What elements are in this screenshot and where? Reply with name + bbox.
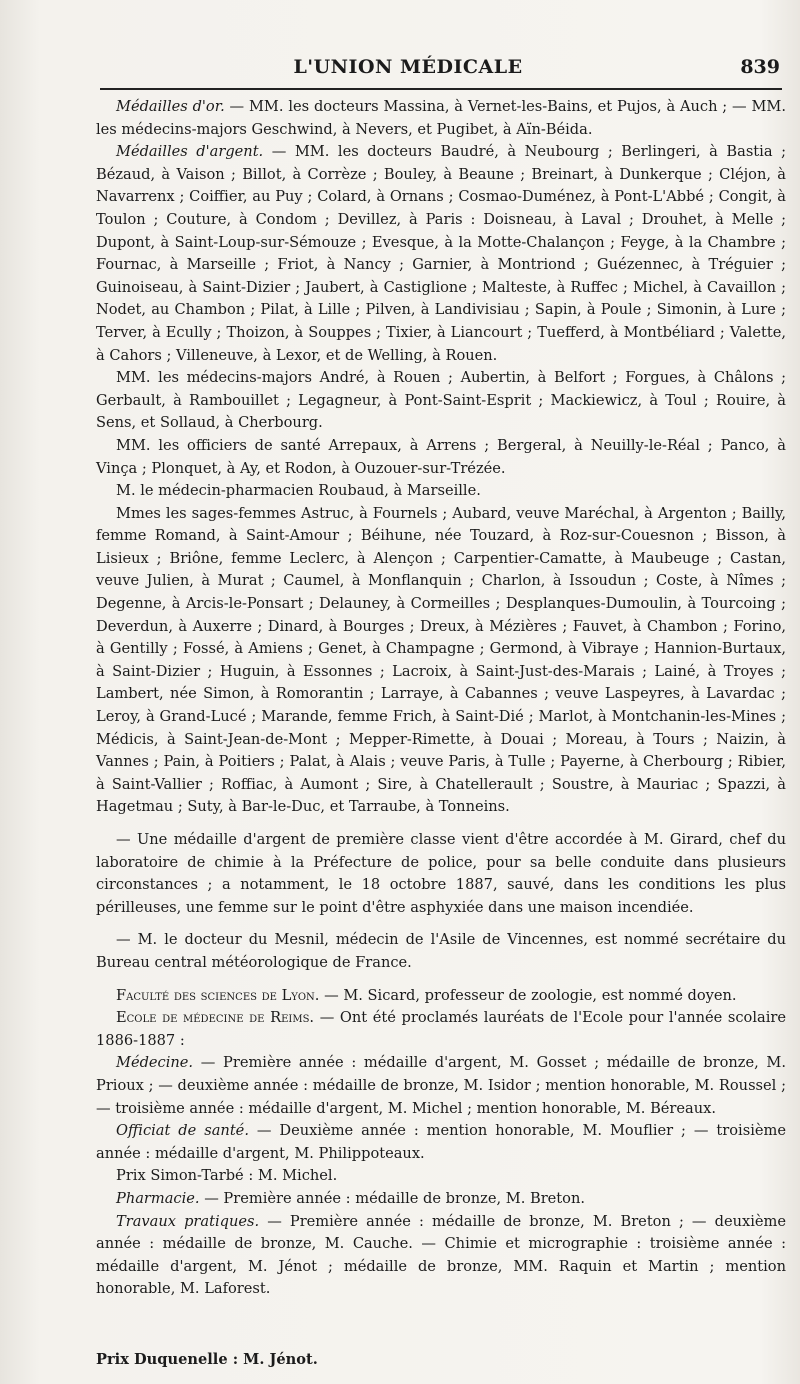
- paragraph-text: — MM. les docteurs Baudré, à Neubourg ; Berlingeri, à Bastia ; Bézaud, à Vaison ; Billot, à Corrèze ; Bouley, à Beaune ; Breinart, à Dunkerque ; Cléjon, à Navarrenx ; Coiffier, au Puy ; Colard, à Ornans ; Cosmao-Duménez, à Pont-L'Abbé ; Congit, à Toulon ; Couture, à Condom ; Devillez, à Paris : Doisneau, à Laval ; Drouhet, à Melle ; Dupont, à Saint-Loup-sur-Sémouze ; Evesque, à la Motte-Chalançon ; Feyge, à la Chambre ; Fournac, à Marseille ; Friot, à Nancy ; Garnier, à Montriond ; Guézennec, à Tréguier ; Guinoiseau, à Saint-Dizier ; Jaubert, à Castiglione ; Malteste, à Ruffec ; Michel, à Cavaillon ; Nodet, au Chambon ; Pilat, à Lille ; Pilven, à Landivisiau ; Sapin, à Poule ; Simonin, à Lure ; Terver, à Ecully ; Thoizon, à Souppes ; Tixier, à Liancourt ; Tuefferd, à Montbéliard ; Valette, à Cahors ; Villeneuve, à Lexor, et de Welling, à Rouen.: [96, 143, 786, 364]
- paragraph: [96, 367, 786, 435]
- paragraph-text: — MM. les docteurs Massina, à Vernet-les-Bains, et Pujos, à Auch ; — MM. les médecins-majors Geschwind, à Nevers, et Pugibet, à Aïn-Béida.: [96, 98, 786, 138]
- paragraph: [96, 1007, 786, 1052]
- paragraph: [96, 1052, 786, 1120]
- paragraph: [96, 480, 786, 503]
- last-line: Prix Duquenelle : M. Jénot.: [96, 1351, 318, 1368]
- paragraph: [96, 1120, 786, 1165]
- paragraph-text: — M. Sicard, professeur de zoologie, est nommé doyen.: [319, 986, 737, 1004]
- bleed-through-text: [0, 330, 90, 1130]
- paragraph: [96, 929, 786, 974]
- paragraph: [96, 435, 786, 480]
- paragraph-text: Prix Simon-Tarbé : M. Michel.: [116, 1167, 338, 1185]
- paragraph-text: — Première année : médaille de bronze, M. Breton ; — deuxième année : médaille de bronze, M. Cauche. — Chimie et micrographie : troisième année : médaille d'argent, M. Jénot ; médaille de bronze, MM. Raquin et Martin ; mention honorable, M. Laforest.: [96, 1212, 786, 1298]
- paragraph: [96, 96, 786, 141]
- paragraph-text: M. le médecin-pharmacien Roubaud, à Marseille.: [116, 482, 481, 500]
- running-header: [104, 46, 782, 82]
- paragraph-text: — Première année : médaille d'argent, M. Gosset ; médaille de bronze, M. Prioux ; — deuxième année : médaille de bronze, M. Isidor ; mention honorable, M. Roussel ; — troisième année : médaille d'argent, M. Michel ; mention honorable, M. Béreaux.: [96, 1054, 786, 1117]
- paragraph-text: — Deuxième année : mention honorable, M. Mouflier ; — troisième année : médaille d'argent, M. Philippoteaux.: [96, 1122, 786, 1162]
- paragraph-lead: Officiat de santé.: [116, 1122, 249, 1140]
- paragraph-text: MM. les officiers de santé Arrepaux, à Arrens ; Bergeral, à Neuilly-le-Réal ; Panco, à Vinça ; Plonquet, à Ay, et Rodon, à Ouzouer-sur-Trézée.: [96, 436, 786, 477]
- paragraph-text: Mmes les sages-femmes Astruc, à Fournels ; Aubard, veuve Maréchal, à Argenton ; Bailly, femme Romand, à Saint-Amour ; Béihune, née Touzard, à Roz-sur-Couesnon ; Bisson, à Lisieux ; Briône, femme Leclerc, à Alençon ; Carpentier-Camatte, à Maubeuge ; Castan, veuve Julien, à Murat ; Caumel, à Monflanquin ; Charlon, à Issoudun ; Coste, à Nîmes ; Degenne, à Arcis-le-Ponsart ; Delauney, à Cormeilles ; Desplanques-Dumoulin, à Tourcoing ; Deverdun, à Auxerre ; Dinard, à Bourges ; Dreux, à Mézières ; Fauvet, à Chambon ; Forino, à Gentilly ; Fossé, à Amiens ; Genet, à Champagne ; Germond, à Vibraye ; Hannion-Burtaux, à Saint-Dizier ; Huguin, à Essonnes ; Lacroix, à Saint-Just-des-Marais ; Lainé, à Troyes ; Lambert, née Simon, à Romorantin ; Larraye, à Cabannes ; veuve Laspeyres, à Lavardac ; Leroy, à Grand-Lucé ; Marande, femme Frich, à Saint-Dié ; Marlot, à Montchanin-les-Mines ; Médicis, à Saint-Jean-de-Mont ; Mepper-Rimette, à Douai ; Moreau, à Tours ; Naizin, à Vannes ; Pain, à Poitiers ; Palat, à Alais ; veuve Paris, à Tulle ; Payerne, à Cherbourg ; Ribier, à Saint-Vallier ; Roffiac, à Aumont ; Sire, à Chatellerault ; Soustre, à Mauriac ; Spazzi, à Hagetmau ; Suty, à Bar-le-Duc, et Tarraube, à Tonneins.: [96, 504, 786, 816]
- page-number: 839: [740, 56, 780, 78]
- journal-title: L'UNION MÉDICALE: [293, 56, 523, 78]
- paragraph-text: — M. le docteur du Mesnil, médecin de l'Asile de Vincennes, est nommé secrétaire du Bureau central météorologique de France.: [96, 931, 786, 971]
- paragraph-lead: Médecine.: [116, 1054, 194, 1072]
- paragraph-lead: Médailles d'or.: [116, 98, 225, 115]
- article-body: [96, 96, 786, 1301]
- paragraph: [96, 503, 786, 819]
- paragraph-text: MM. les médecins-majors André, à Rouen ; Aubertin, à Belfort ; Forgues, à Châlons ; Gerbault, à Rambouillet ; Legagneur, à Pont-Saint-Esprit ; Mackiewicz, à Toul ; Rouire, à Sens, et Sollaud, à Cherbourg.: [96, 369, 786, 432]
- paragraph: [96, 1211, 786, 1301]
- header-rule: [100, 88, 782, 90]
- paragraph: [96, 985, 786, 1008]
- paragraph-lead: Pharmacie.: [116, 1189, 200, 1207]
- paragraph: [96, 1188, 786, 1211]
- paragraph-lead: Travaux pratiques.: [116, 1212, 260, 1230]
- paragraph-lead: Médailles d'argent.: [116, 143, 264, 161]
- paragraph-text: — Une médaille d'argent de première classe vient d'être accordée à M. Girard, chef du laboratoire de chimie à la Préfecture de police, pour sa belle conduite dans plusieurs circonstances ; a notamment, le 18 octobre 1887, sauvé, dans les conditions les plus périlleuses, une femme sur le point d'être asphyxiée dans une maison incendiée.: [96, 831, 786, 916]
- paragraph: [96, 1165, 786, 1188]
- paragraph: [96, 829, 786, 919]
- paragraph-text: — Ont été proclamés lauréats de l'Ecole pour l'année scolaire 1886-1887 :: [96, 1009, 786, 1049]
- paragraph-heading: Faculté des sciences de Lyon.: [116, 986, 320, 1004]
- paragraph-heading: Ecole de médecine de Reims.: [116, 1009, 315, 1027]
- paragraph: [96, 141, 786, 367]
- paragraph-text: — Première année : médaille de bronze, M. Breton.: [199, 1189, 585, 1207]
